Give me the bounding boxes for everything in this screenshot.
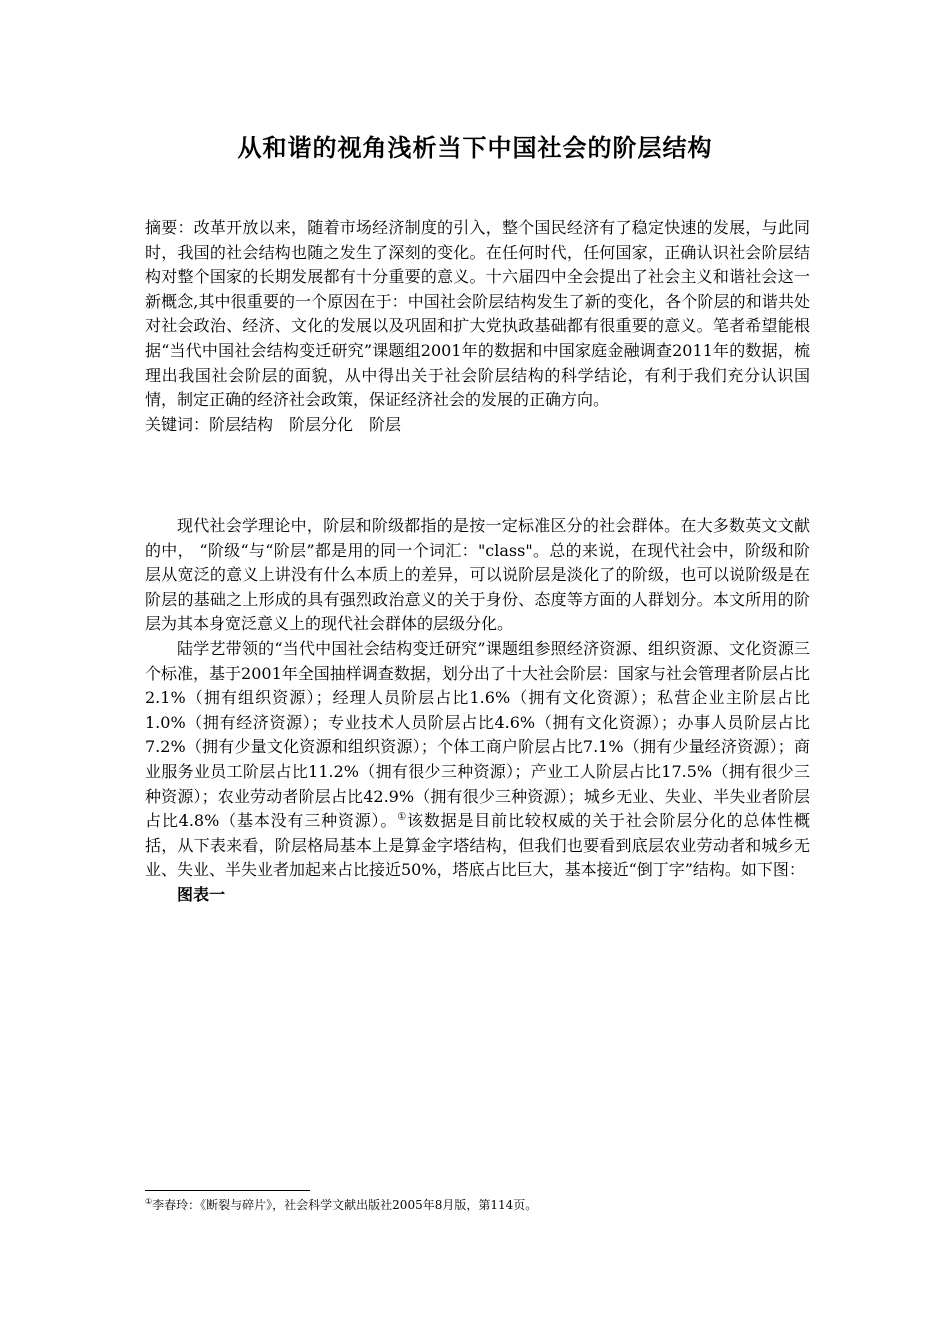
paragraph-2-part-b: 该数据是目前比较权威的关于社会阶层分化的总体性概括，从下表来看，阶层格局基本上是算金字塔结构，但我们也要看到底层农业劳动者和城乡无业、失业、半失业者加起来占比接近50%，塔底占比巨大，基本接近“倒丁字”结构。如下图：: [145, 811, 810, 880]
footnote-reference[interactable]: ①: [397, 811, 407, 823]
figure-label: 图表一: [177, 884, 226, 904]
paragraph-1: 现代社会学理论中，阶层和阶级都指的是按一定标准区分的社会群体。在大多数英文文献的中， “阶级“与“阶层”都是用的同一个词汇："class"。总的来说，在现代社会中，阶级和阶层从宽泛的意义上讲没有什么本质上的差异，可以说阶层是淡化了的阶级，也可以说阶级是在阶层的基础之上形成的具有强烈政治意义的关于身份、态度等方面的人群划分。本文所用的阶层为其本身宽泛意义上的现代社会群体的层级分化。: [145, 516, 810, 634]
abstract-section: [145, 216, 810, 437]
abstract-text: 摘要：改革开放以来，随着市场经济制度的引入，整个国民经济有了稳定快速的发展，与此同时，我国的社会结构也随之发生了深刻的变化。在任何时代，任何国家，正确认识社会阶层结构对整个国家的长期发展都有十分重要的意义。十六届四中全会提出了社会主义和谐社会这一新概念,其中很重要的一个原因在于：中国社会阶层结构发生了新的变化，各个阶层的和谐共处对社会政治、经济、文化的发展以及巩固和扩大党执政基础都有很重要的意义。笔者希望能根据“当代中国社会结构变迁研究”课题组2001年的数据和中国家庭金融调查2011年的数据，梳理出我国社会阶层的面貌，从中得出关于社会阶层结构的科学结论，有利于我们充分认识国情，制定正确的经济社会政策，保证经济社会的发展的正确方向。: [145, 218, 810, 410]
page-title: 从和谐的视角浅析当下中国社会的阶层结构: [237, 133, 713, 162]
main-body: [145, 514, 810, 908]
footnote: [145, 1197, 825, 1213]
paragraph-2: [145, 637, 810, 883]
paragraph-2-part-a: 陆学艺带领的“当代中国社会结构变迁研究”课题组参照经济资源、组织资源、文化资源三个标准，基于2001年全国抽样调查数据，划分出了十大社会阶层：国家与社会管理者阶层占比2.1%（拥有组织资源）；经理人员阶层占比1.6%（拥有文化资源）；私营企业主阶层占比1.0%（拥有经济资源）；专业技术人员阶层占比4.6%（拥有文化资源）；办事人员阶层占比7.2%（拥有少量文化资源和组织资源）；个体工商户阶层占比7.1%（拥有少量经济资源）；商业服务业员工阶层占比11.2%（拥有很少三种资源）；产业工人阶层占比17.5%（拥有很少三种资源）；农业劳动者阶层占比42.9%（拥有很少三种资源）；城乡无业、失业、半失业者阶层占比4.8%（基本没有三种资源）。: [145, 638, 810, 831]
keywords: 关键词：阶层结构 阶层分化 阶层: [145, 414, 402, 434]
footnote-divider: [145, 1190, 310, 1191]
footnote-text: 李春玲：《断裂与碎片》，社会科学文献出版社2005年8月版，第114页。: [152, 1198, 538, 1212]
footnote-mark: ①: [145, 1197, 153, 1206]
